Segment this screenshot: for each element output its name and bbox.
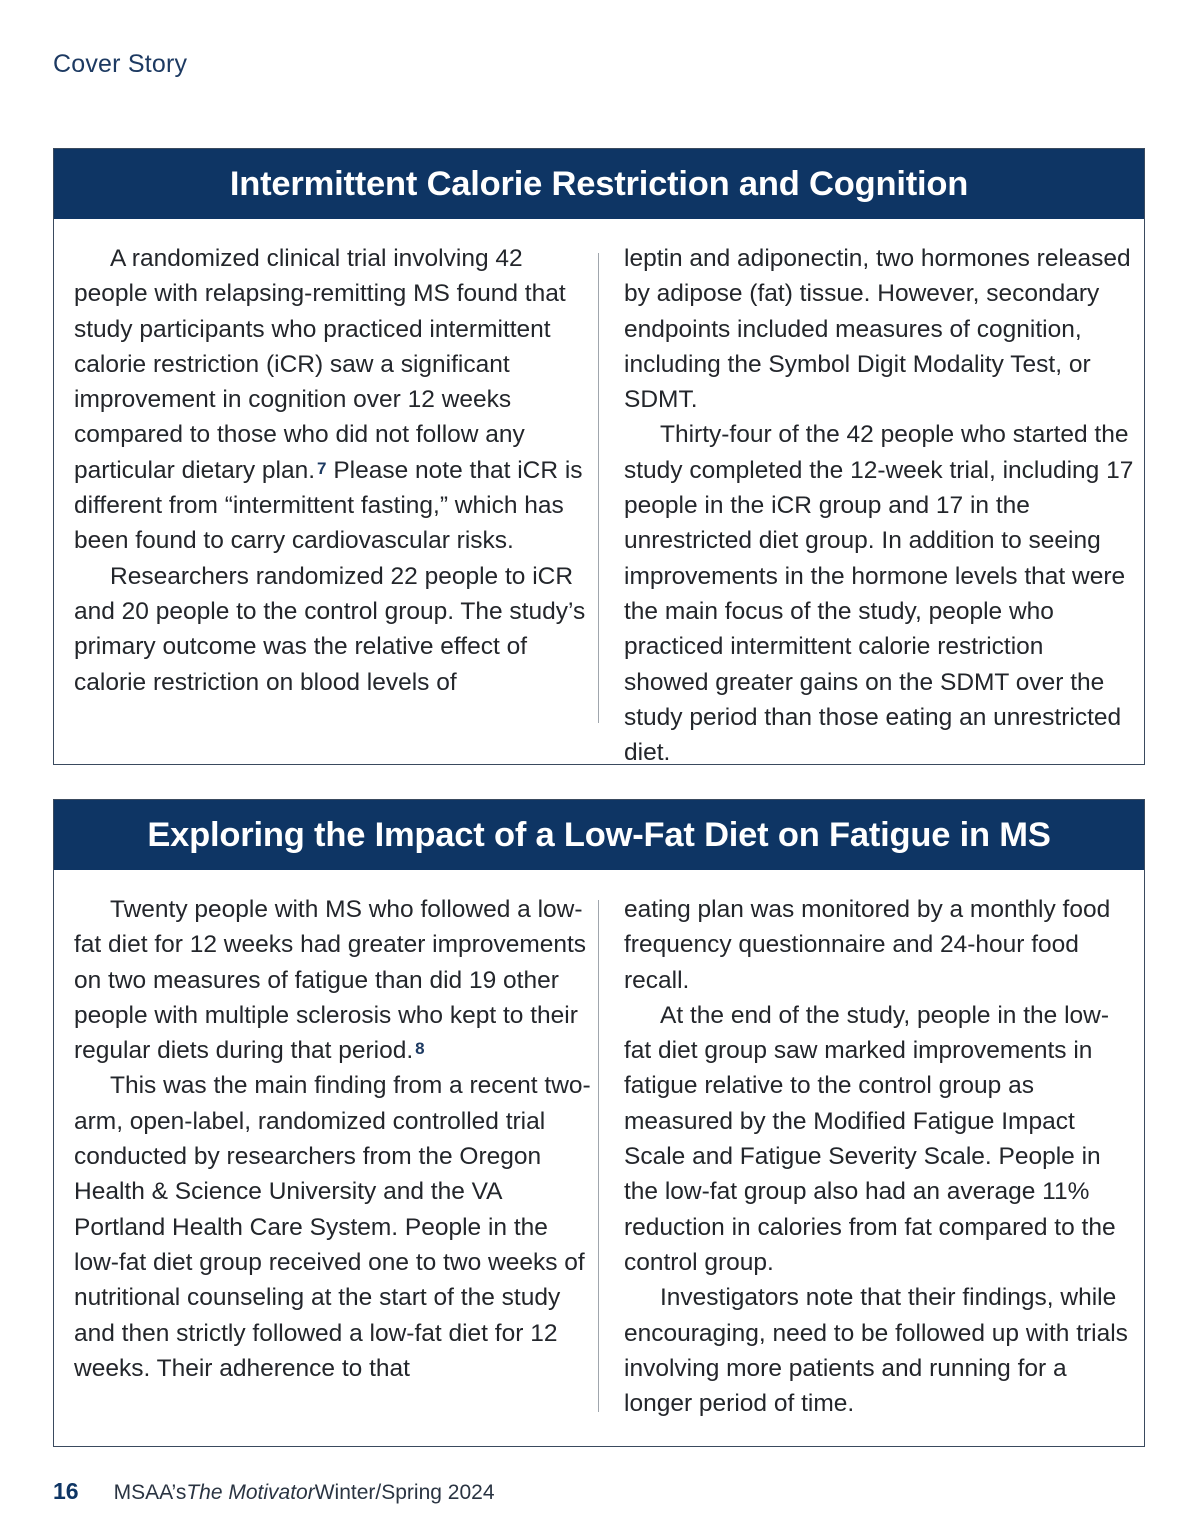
box-title: Intermittent Calorie Restriction and Cognition <box>54 149 1144 219</box>
right-column <box>624 241 1134 770</box>
column-divider <box>598 900 599 1412</box>
paragraph-text: Please note that iCR is different from “intermittent fasting,” which has been found to carry cardiovascular risks. <box>74 456 583 555</box>
footer-publication-title: The Motivator <box>186 1481 315 1504</box>
left-column <box>74 241 594 700</box>
paragraph-text: Twenty people with MS who followed a low-fat diet for 12 weeks had greater improvements on two measures of fatigue than did 19 other people with multiple sclerosis who kept to their regular diets during that period. <box>74 896 587 1065</box>
page-footer <box>53 1478 495 1505</box>
footnote-reference[interactable]: 7 <box>317 458 327 478</box>
paragraph <box>74 241 594 559</box>
section-label: Cover Story <box>53 50 188 78</box>
paragraph: Thirty-four of the 42 people who started the study completed the 12-week trial, including 17 people in the iCR group and 17 in the unrestricted diet group. In addition to seeing improvements in the hormone levels that were the main focus of the study, people who practiced intermittent calorie restriction showed greater gains on the SDMT over the study period than those eating an unrestricted diet. <box>624 421 1134 767</box>
page-number: 16 <box>53 1478 79 1504</box>
right-column <box>624 892 1134 1421</box>
paragraph: leptin and adiponectin, two hormones released by adipose (fat) tissue. However, secondary endpoints included measures of cognition, including the Symbol Digit Modality Test, or SDMT. <box>624 245 1131 414</box>
sidebar-box-low-fat-diet <box>53 799 1145 1447</box>
paragraph: This was the main finding from a recent two-arm, open-label, randomized controlled trial conducted by researchers from the Oregon Health & Science University and the VA Portland Health Care System. People in the low-fat diet group received one to two weeks of nutritional counseling at the start of the study and then strictly followed a low-fat diet for 12 weeks. Their adherence to that <box>74 1072 591 1382</box>
paragraph: Researchers randomized 22 people to iCR and 20 people to the control group. The study’s primary outcome was the relative effect of calorie restriction on blood levels of <box>74 562 586 696</box>
footnote-reference[interactable]: 8 <box>415 1039 425 1059</box>
paragraph: eating plan was monitored by a monthly food frequency questionnaire and 24-hour food recall. <box>624 896 1111 994</box>
footer-issue: Winter/Spring 2024 <box>314 1481 495 1504</box>
column-divider <box>598 253 599 723</box>
paragraph: At the end of the study, people in the low-fat diet group saw marked improvements in fatigue relative to the control group as measured by the Modified Fatigue Impact Scale and Fatigue Severity Scale. People in the low-fat group also had an average 11% reduction in calories from fat compared to the control group. <box>624 1001 1116 1276</box>
box-title: Exploring the Impact of a Low-Fat Diet on Fatigue in MS <box>54 800 1144 870</box>
paragraph-text: A randomized clinical trial involving 42 people with relapsing-remitting MS found that study participants who practiced intermittent calorie restriction (iCR) saw a significant improvement in cognition over 12 weeks compared to those who did not follow any particular dietary plan. <box>74 245 566 484</box>
left-column <box>74 892 594 1386</box>
paragraph <box>74 892 594 1068</box>
sidebar-box-calorie-restriction <box>53 148 1145 765</box>
paragraph: Investigators note that their findings, while encouraging, need to be followed up with trials involving more patients and running for a longer period of time. <box>624 1284 1128 1418</box>
footer-publisher: MSAA’s <box>113 1481 187 1504</box>
